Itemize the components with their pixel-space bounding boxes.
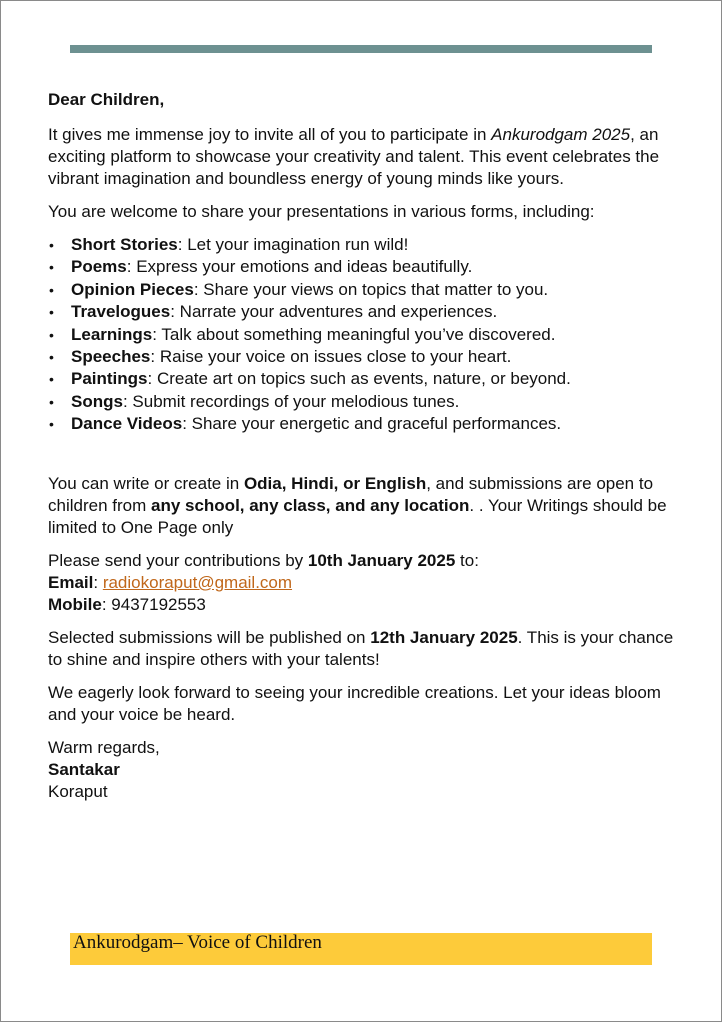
signature-place: Koraput bbox=[48, 781, 108, 801]
list-item bbox=[48, 279, 688, 301]
form-title: Dance Videos bbox=[71, 414, 183, 434]
submission-text-end: to: bbox=[455, 550, 479, 570]
signature-name bbox=[48, 759, 688, 781]
intro-text-start: It gives me immense joy to invite all of you to participate in bbox=[48, 125, 492, 144]
bullet-icon: • bbox=[49, 304, 54, 321]
email-link[interactable]: radiokoraput@gmail.com bbox=[102, 572, 293, 592]
list-item bbox=[48, 391, 688, 413]
list-item bbox=[48, 256, 688, 278]
letter-body bbox=[48, 89, 688, 803]
list-item bbox=[48, 413, 688, 435]
footer-text: Ankurodgam– Voice of Children bbox=[73, 932, 322, 953]
languages-text-end: . . Your Writings should be limited to One Page only bbox=[48, 495, 667, 537]
mobile-number: 9437192553 bbox=[111, 594, 206, 614]
form-title: Opinion Pieces bbox=[71, 279, 194, 299]
blank-line bbox=[48, 447, 688, 473]
publication-paragraph bbox=[48, 627, 688, 671]
bullet-icon: • bbox=[49, 281, 54, 298]
bullet-icon: • bbox=[49, 371, 54, 388]
form-desc: : Create art on topics such as events, nature, or beyond. bbox=[147, 369, 571, 389]
form-desc: : Talk about something meaningful you’ve discovered. bbox=[152, 324, 556, 344]
form-desc: : Narrate your adventures and experiences. bbox=[170, 302, 498, 322]
top-decorative-bar bbox=[70, 45, 652, 53]
languages-list: Odia, Hindi, or English bbox=[243, 473, 427, 493]
forms-list bbox=[48, 234, 688, 436]
form-title: Speeches bbox=[71, 347, 151, 367]
submission-paragraph: Please send your contributions by 10th January 2025 to: Email: radiokoraput@gmail.com Mobile: 9437192553 bbox=[48, 550, 479, 614]
publication-date: 12th January 2025 bbox=[370, 627, 518, 647]
languages-paragraph bbox=[48, 473, 688, 539]
event-name: Ankurodgam 2025 bbox=[491, 125, 631, 144]
eligibility-text: any school, any class, and any location bbox=[150, 495, 470, 515]
languages-text-middle: , and submissions are open to children from bbox=[48, 473, 654, 515]
footer-banner bbox=[70, 933, 652, 965]
list-item bbox=[48, 368, 688, 390]
list-item bbox=[48, 301, 688, 323]
bullet-icon: • bbox=[49, 416, 54, 433]
form-desc: : Let your imagination run wild! bbox=[177, 235, 409, 254]
mobile-label: Mobile bbox=[48, 594, 102, 614]
form-title: Songs bbox=[71, 391, 123, 411]
bullet-icon: • bbox=[49, 349, 54, 366]
form-title: Travelogues bbox=[71, 302, 171, 322]
bullet-icon: • bbox=[49, 393, 54, 410]
form-title: Short Stories bbox=[71, 235, 178, 254]
form-title: Learnings bbox=[71, 324, 153, 344]
list-item bbox=[48, 234, 688, 256]
signature-block bbox=[48, 737, 688, 803]
bullet-icon: • bbox=[49, 326, 54, 343]
publication-text-end: . This is your chance to shine and inspire others with your talents! bbox=[48, 627, 674, 669]
list-item bbox=[48, 346, 688, 368]
greeting: Dear Children, bbox=[48, 90, 165, 109]
closing-paragraph: We eagerly look forward to seeing your incredible creations. Let your ideas bloom and your voice be heard. bbox=[48, 682, 661, 724]
form-desc: : Express your emotions and ideas beautifully. bbox=[126, 257, 473, 277]
publication-text-start: Selected submissions will be published on bbox=[48, 627, 371, 647]
intro-text-end: , an exciting platform to showcase your creativity and talent. This event celebrates the vibrant imagination and boundless energy of young minds like yours. bbox=[48, 125, 660, 188]
bullet-icon: • bbox=[49, 259, 54, 276]
form-desc: : Share your energetic and graceful performances. bbox=[182, 414, 562, 434]
form-desc: : Raise your voice on issues close to your heart. bbox=[150, 347, 512, 367]
email-label: Email bbox=[48, 572, 94, 592]
languages-text-start: You can write or create in bbox=[48, 473, 244, 493]
submission-text-start: Please send your contributions by bbox=[48, 550, 308, 570]
deadline-date: 10th January 2025 bbox=[307, 550, 456, 570]
signature-regards: Warm regards, bbox=[48, 737, 160, 757]
form-title: Paintings bbox=[71, 369, 148, 389]
form-title: Poems bbox=[71, 257, 127, 277]
list-item bbox=[48, 324, 688, 346]
intro-paragraph bbox=[48, 124, 688, 190]
bullet-icon: • bbox=[49, 237, 54, 253]
forms-intro: You are welcome to share your presentations in various forms, including: bbox=[48, 202, 595, 221]
signer-name: Santakar bbox=[48, 759, 120, 779]
form-desc: : Share your views on topics that matter to you. bbox=[193, 279, 549, 299]
form-desc: : Submit recordings of your melodious tunes. bbox=[122, 391, 460, 411]
